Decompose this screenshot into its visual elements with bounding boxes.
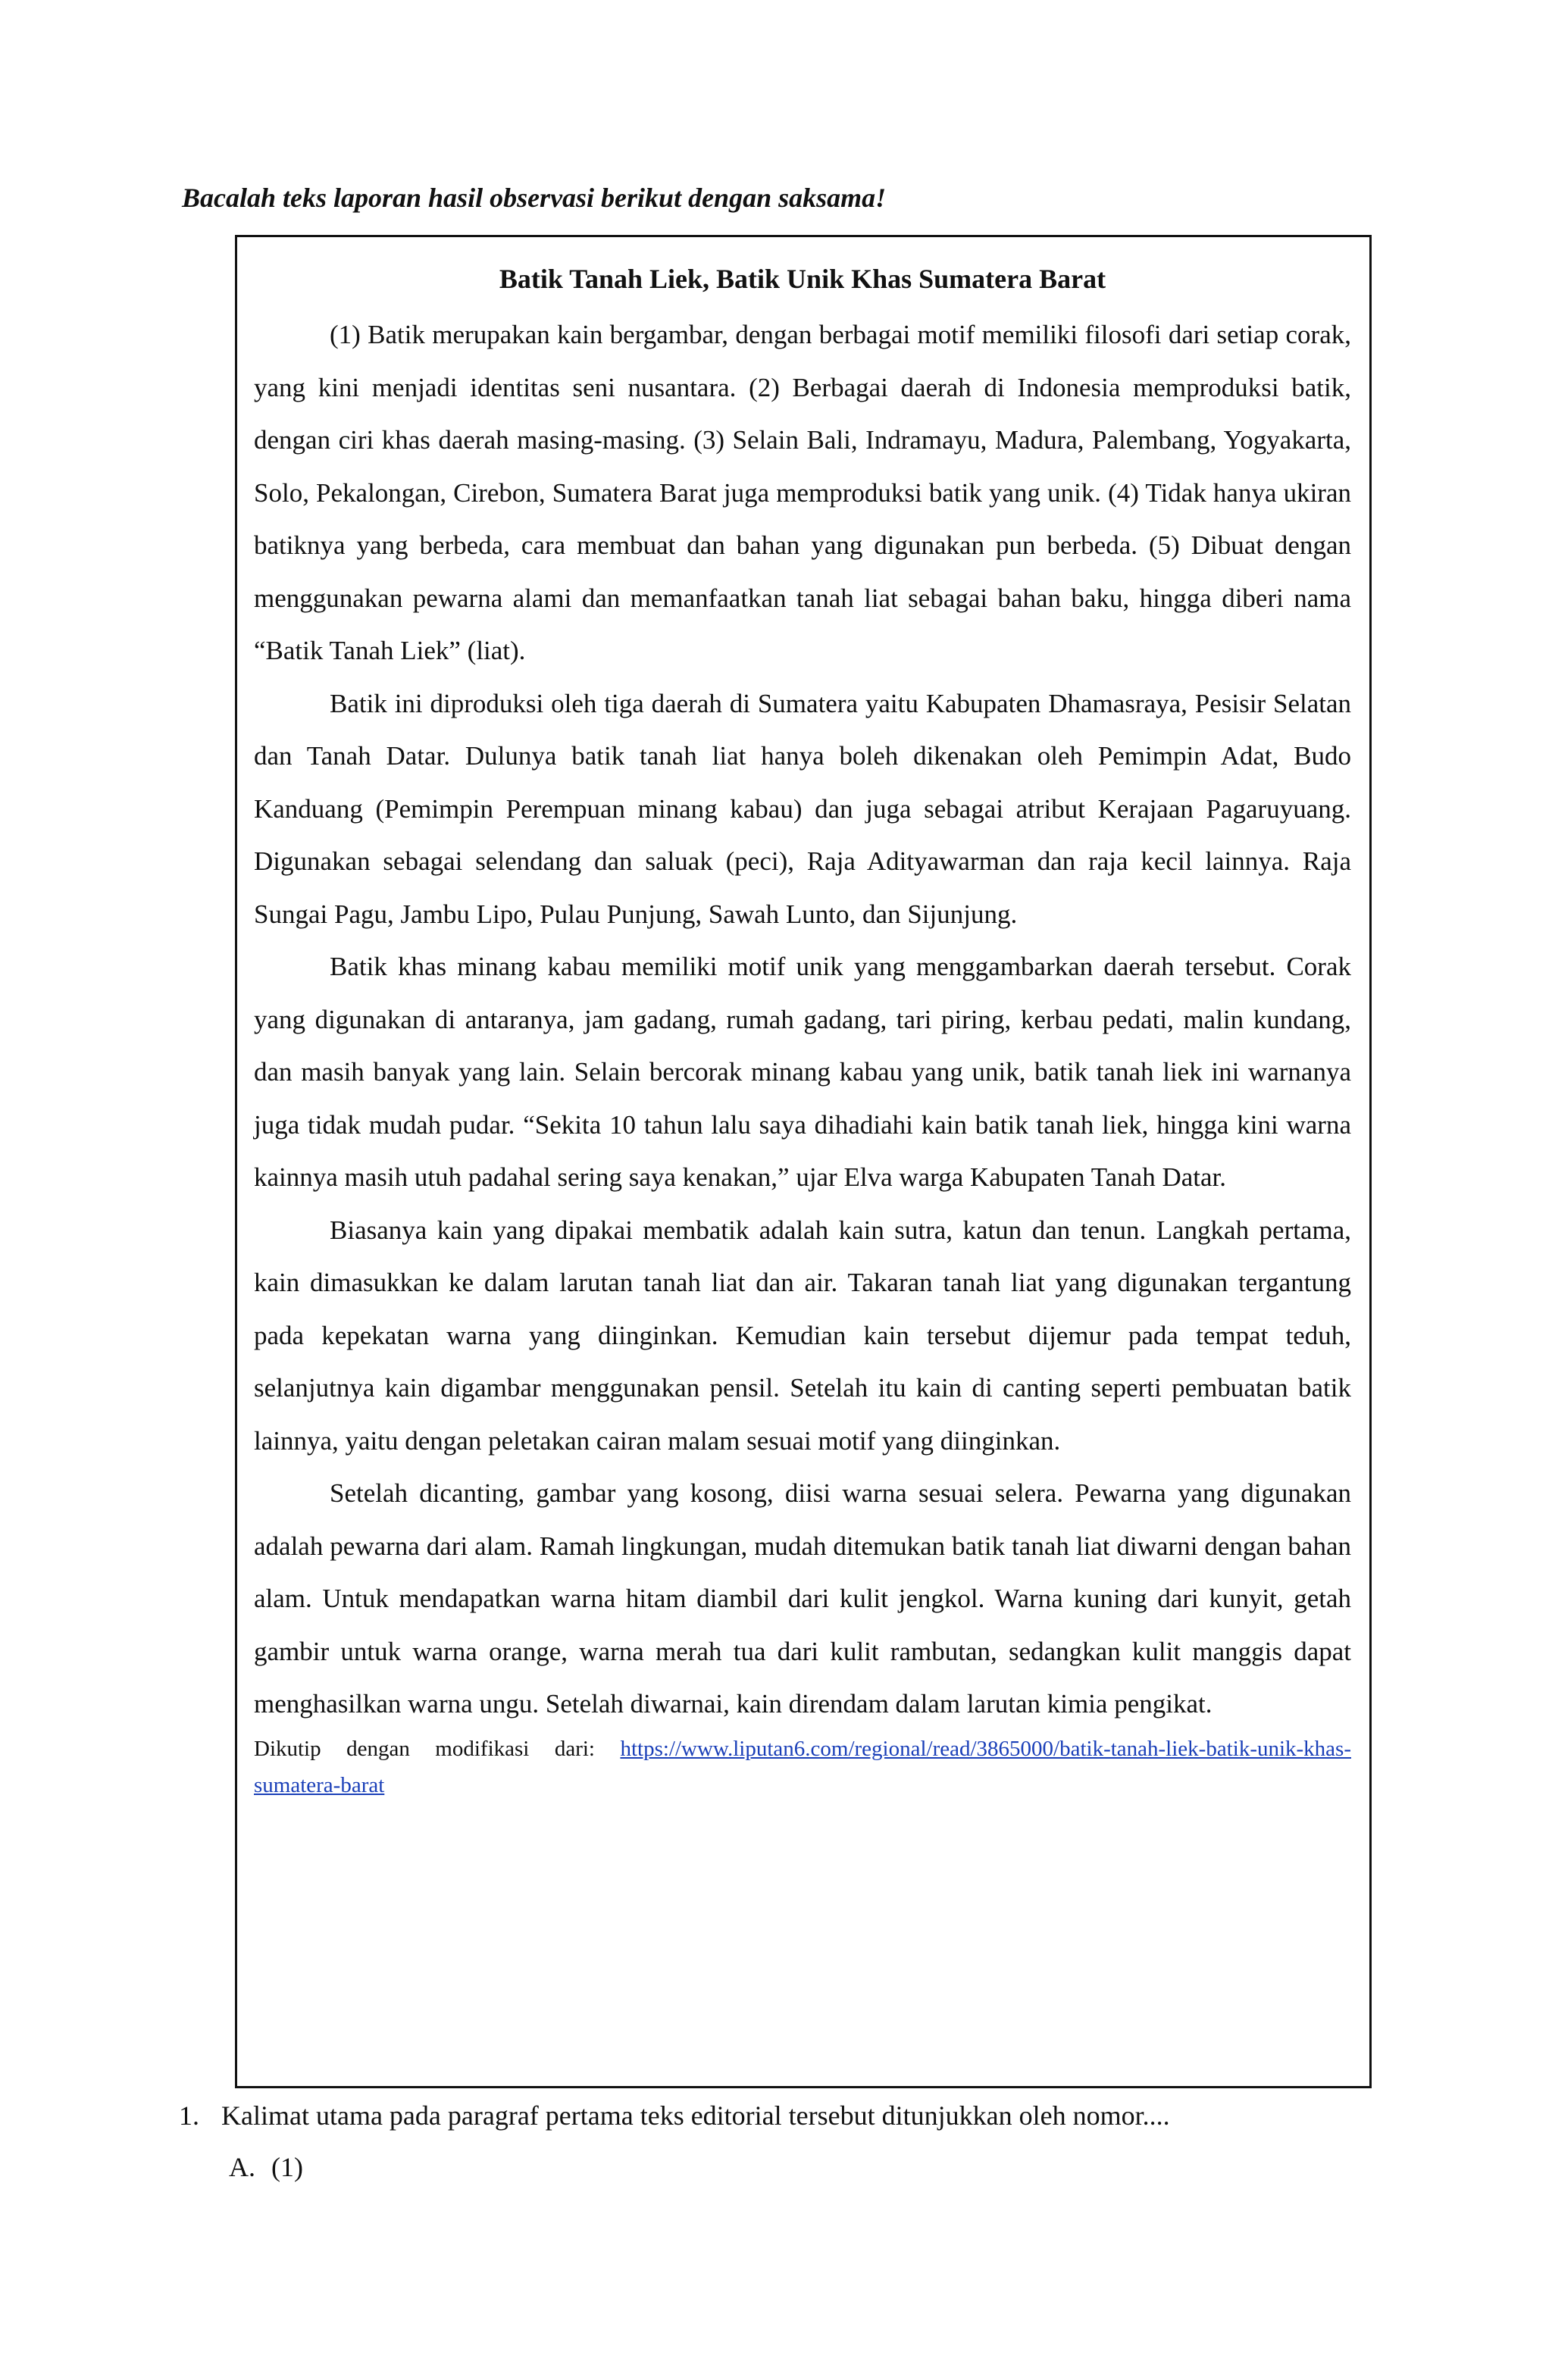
paragraph-5: Setelah dicanting, gambar yang kosong, diisi warna sesuai selera. Pewarna yang digunakan adalah pewarna dari alam. Ramah lingkungan, mudah ditemukan batik tanah liat diwarni dengan bahan alam. Untuk mendapatkan warna hitam diambil dari kulit jengkol. Warna kuning dari kunyit, getah gambir untuk warna orange, warna merah tua dari kulit rambutan, sedangkan kulit manggis dapat menghasilkan warna ungu. Setelah diwarnai, kain direndam dalam larutan kimia pengikat. (254, 1478, 1351, 1719)
instruction-text: Bacalah teks laporan hasil observasi berikut dengan saksama! (182, 183, 887, 213)
article-title: Batik Tanah Liek, Batik Unik Khas Sumatera Barat (499, 264, 1106, 294)
question-text: Kalimat utama pada paragraf pertama teks editorial tersebut ditunjukkan oleh nomor.... (221, 2100, 1170, 2131)
option-letter: A. (229, 2152, 255, 2182)
paragraph-2: Batik ini diproduksi oleh tiga daerah di Sumatera yaitu Kabupaten Dhamasraya, Pesisir Selatan dan Tanah Datar. Dulunya batik tanah liat hanya boleh dikenakan oleh Pemimpin Adat, Budo Kanduang (Pemimpin Perempuan minang kabau) dan juga sebagai atribut Kerajaan Pagaruyuang. Digunakan sebagai selendang dan saluak (peci), Raja Adityawarman dan raja kecil lainnya. Raja Sungai Pagu, Jambu Lipo, Pulau Punjung, Sawah Lunto, dan Sijunjung. (254, 688, 1351, 929)
paragraph-1: (1) Batik merupakan kain bergambar, dengan berbagai motif memiliki filosofi dari setiap corak, yang kini menjadi identitas seni nusantara. (2) Berbagai daerah di Indonesia memproduksi batik, dengan ciri khas daerah masing-masing. (3) Selain Bali, Indramayu, Madura, Palembang, Yogyakarta, Solo, Pekalongan, Cirebon, Sumatera Barat juga memproduksi batik yang unik. (4) Tidak hanya ukiran batiknya yang berbeda, cara membuat dan bahan yang digunakan pun berbeda. (5) Dibuat dengan menggunakan pewarna alami dan memanfaatkan tanah liat sebagai bahan baku, hingga diberi nama “Batik Tanah Liek” (liat). (254, 320, 1351, 665)
question-number: 1. (179, 2100, 199, 2131)
article-box (235, 235, 1372, 2088)
paragraph-3: Batik khas minang kabau memiliki motif unik yang menggambarkan daerah tersebut. Corak yang digunakan di antaranya, jam gadang, rumah gadang, tari piring, kerbau pedati, malin kundang, dan masih banyak yang lain. Selain bercorak minang kabau yang unik, batik tanah liek ini warnanya juga tidak mudah pudar. “Sekita 10 tahun lalu saya dihadiahi kain batik tanah liek, hingga kini warna kainnya masih utuh padahal sering saya kenakan,” ujar Elva warga Kabupaten Tanah Datar. (254, 952, 1351, 1192)
question-1 (179, 2093, 1170, 2138)
source-label: Dikutip dengan modifikasi dari: (254, 1736, 595, 1761)
option-a[interactable] (229, 2144, 303, 2190)
source-citation (254, 1731, 1351, 1803)
paragraph-4: Biasanya kain yang dipakai membatik adalah kain sutra, katun dan tenun. Langkah pertama, kain dimasukkan ke dalam larutan tanah liat dan air. Takaran tanah liat yang digunakan tergantung pada kepekatan warna yang diinginkan. Kemudian kain tersebut dijemur pada tempat teduh, selanjutnya kain digambar menggunakan pensil. Setelah itu kain di canting seperti pembuatan batik lainnya, yaitu dengan peletakan cairan malam sesuai motif yang diinginkan. (254, 1215, 1351, 1456)
source-link[interactable]: https://www.liputan6.com/regional/read/3865000/batik-tanah-liek-batik-unik-khas-sumatera-barat (254, 1736, 1352, 1797)
option-text: (1) (271, 2152, 303, 2182)
